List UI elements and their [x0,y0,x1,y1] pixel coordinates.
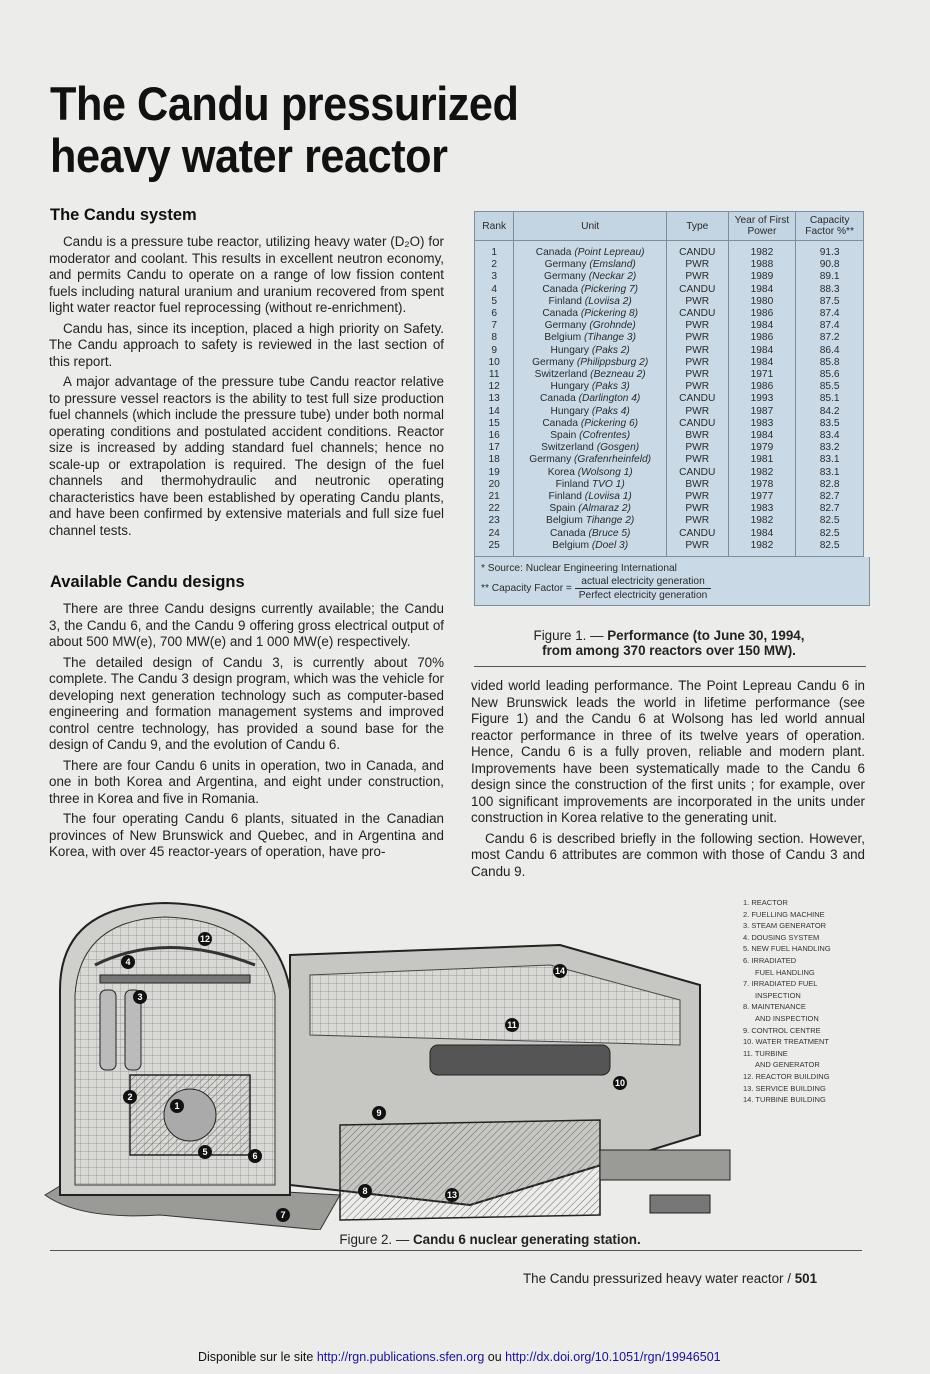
year-cell: 1983 [728,418,796,430]
unit-country: Finland [548,491,582,503]
unit-plant: (Bruce 5) [588,527,631,539]
unit-plant: (Paks 4) [591,405,630,417]
legend-item: 11. TURBINE [743,1048,788,1058]
table-row [475,332,864,344]
performance-table [474,211,864,557]
capacity-cell: 90.8 [796,259,864,271]
source-note: * Source: Nuclear Engineering International [481,563,677,575]
unit-plant: (Gosgen) [596,442,640,454]
legend-item: 1. REACTOR [743,898,788,907]
type-cell: CANDU [666,241,728,260]
legend-item: 6. IRRADIATED [743,955,797,965]
unit-cell [514,296,667,308]
unit-country: Spain [549,503,576,515]
legend-item: 10. WATER TREATMENT [743,1037,829,1047]
rank-cell: 15 [475,418,514,430]
candu-system-body [49,234,444,543]
title-line-2: heavy water reactor [50,129,448,182]
table-row [475,345,864,357]
table-row [475,296,864,308]
unit-plant: (Grafenrheinfeld) [574,454,652,466]
unit-cell [514,284,667,296]
unit-cell [514,259,667,271]
year-cell: 1989 [728,271,796,283]
table-row [475,528,864,540]
rank-cell: 17 [475,442,514,454]
unit-plant: TVO 1) [591,478,625,490]
figure-2-caption [300,1232,680,1247]
legend-item: 13. SERVICE BUILDING [743,1083,826,1093]
unit-country: Finland [548,295,582,307]
paragraph: Candu is a pressure tube reactor, utilizing heavy water (D₂O) for moderator and coolant. This results in excellent neutron economy, and permits Candu to operate on a range of low fission content fuels including natural uranium and uranium recovered from spent light water reactor fuel reprocessing (without re-enrichment). [49,234,444,315]
unit-cell [514,503,667,515]
unit-cell [514,332,667,344]
table-row [475,515,864,527]
heading-available-designs: Available Candu designs [50,573,245,591]
paragraph: The detailed design of Candu 3, is currently about 70% complete. The Candu 3 design program, which was the vehicle for developing next generation technology such as computer-based engineering and formation management systems and improved control centre technology, has provided a sound base for the design of Candu 9, and the evolution of Candu 6. [49,654,444,752]
unit-country: Hungary [550,344,590,356]
unit-country: Germany [544,320,587,332]
year-cell: 1986 [728,381,796,393]
capacity-cell: 82.8 [796,479,864,491]
type-cell: BWR [666,430,728,442]
unit-cell [514,540,667,557]
unit-country: Canada [549,527,586,539]
dousing-system [100,975,250,983]
type-cell: PWR [666,296,728,308]
year-cell: 1982 [728,241,796,260]
year-cell: 1986 [728,332,796,344]
legend-item: 3. STEAM GENERATOR [743,921,827,931]
rank-cell: 7 [475,320,514,332]
unit-country: Belgium [546,515,583,527]
unit-cell [514,241,667,260]
callout-number: 4 [125,957,131,967]
legend-item: 5. NEW FUEL HANDLING [743,944,831,954]
capacity-cell: 88.3 [796,284,864,296]
year-cell: 1982 [728,515,796,527]
table-row [475,320,864,332]
callout-number: 7 [280,1210,286,1220]
callout-number: 14 [554,966,566,976]
capacity-cell: 89.1 [796,271,864,283]
unit-country: Germany [529,454,572,466]
type-cell: CANDU [666,528,728,540]
rank-cell: 22 [475,503,514,515]
year-cell: 1980 [728,296,796,308]
unit-plant: (Grohnde) [589,320,636,332]
col-rank-header: Rank [475,212,514,241]
capacity-cell: 85.6 [796,369,864,381]
paragraph: There are four Candu 6 units in operation, two in Canada, and one in both Korea and Argentina, and eight under construction, three in Korea and five in Romania. [49,757,444,806]
callout-number: 3 [137,992,143,1002]
cf-label: ** Capacity Factor = [481,583,572,595]
unit-cell [514,393,667,405]
unit-country: Belgium [544,332,582,344]
unit-plant: (Doel 3) [591,539,629,551]
rank-cell: 19 [475,467,514,479]
article-title [50,78,528,182]
steam-generator [100,990,116,1070]
type-cell: PWR [666,442,728,454]
rank-cell: 18 [475,454,514,466]
year-cell: 1982 [728,467,796,479]
legend-item: 7. IRRADIATED FUEL [743,979,818,989]
capacity-cell: 85.5 [796,381,864,393]
figure-1-title-2: from among 370 reactors over 150 MW). [542,643,796,658]
callout-number: 11 [507,1020,517,1030]
unit-cell [514,479,667,491]
type-cell: CANDU [666,467,728,479]
right-column-body [471,678,865,884]
unit-country: Hungary [550,381,590,393]
paragraph: There are three Candu designs currently available; the Candu 3, the Candu 6, and the Candu 9 offering gross electrical output of about 500 MW(e), 700 MW(e) and 1 000 MW(e) respectively. [49,601,444,649]
legend-item: AND GENERATOR [755,1060,820,1070]
type-cell: PWR [666,540,728,557]
col-capacity-header: Capacity Factor %** [796,212,864,241]
table-row [475,503,864,515]
type-cell: CANDU [666,284,728,296]
unit-cell [514,430,667,442]
unit-country: Spain [550,430,577,442]
table-row [475,406,864,418]
available-designs-body [49,601,444,865]
unit-cell [514,308,667,320]
year-cell: 1984 [728,284,796,296]
capacity-cell: 87.2 [796,332,864,344]
unit-country: Finland [555,478,590,490]
unit-cell [514,454,667,466]
type-cell: PWR [666,357,728,369]
legend-item: 2. FUELLING MACHINE [743,909,825,919]
capacity-cell: 82.7 [796,491,864,503]
capacity-cell: 83.5 [796,418,864,430]
performance-table-panel [474,211,870,606]
availability-prefix: Disponible sur le site [198,1350,314,1364]
capacity-cell: 91.3 [796,241,864,260]
unit-country: Canada [540,393,576,405]
unit-plant: (Paks 3) [591,381,630,393]
callout-number: 6 [252,1151,258,1161]
capacity-cell: 83.1 [796,454,864,466]
rank-cell: 8 [475,332,514,344]
paragraph: Candu 6 is described briefly in the following section. However, most Candu 6 attributes are common with those of Candu 3 and Candu 9. [471,830,865,879]
legend-item: FUEL HANDLING [755,967,815,977]
availability-line [198,1350,721,1364]
type-cell: PWR [666,454,728,466]
rank-cell: 10 [475,357,514,369]
capacity-cell: 85.8 [796,357,864,369]
unit-cell [514,369,667,381]
unit-plant: (Loviisa 2) [584,295,632,307]
cf-denominator: Perfect electricity generation [578,590,708,602]
unit-plant: (Emsland) [589,259,636,271]
year-cell: 1984 [728,430,796,442]
type-cell: PWR [666,381,728,393]
unit-cell [514,406,667,418]
unit-country: Canada [542,308,578,320]
paragraph: Candu has, since its inception, placed a high priority on Safety. The Candu approach to safety is reviewed in the last section of this report. [49,320,444,369]
figure-1-caption [474,628,864,658]
capacity-cell: 85.1 [796,393,864,405]
capacity-cell: 83.2 [796,442,864,454]
year-cell: 1987 [728,406,796,418]
water-treatment [600,1150,730,1180]
heading-candu-system: The Candu system [50,206,197,224]
year-cell: 1971 [728,369,796,381]
callout-number: 13 [446,1190,458,1200]
rank-cell: 11 [475,369,514,381]
callout-number: 12 [199,934,211,944]
type-cell: PWR [666,369,728,381]
rank-cell: 2 [475,259,514,271]
unit-plant: (Loviisa 1) [584,491,632,503]
year-cell: 1984 [728,357,796,369]
year-cell: 1981 [728,454,796,466]
year-cell: 1986 [728,308,796,320]
callout-number: 9 [376,1108,382,1118]
capacity-cell: 87.4 [796,308,864,320]
unit-country: Germany [544,271,586,283]
type-cell: PWR [666,515,728,527]
table-row [475,491,864,503]
unit-plant: (Bezneau 2) [590,369,646,381]
paragraph: The four operating Candu 6 plants, situated in the Canadian provinces of New Brunswick and Quebec, and in Argentina and Korea, with over 45 reactor-years of operation, have pro- [49,811,444,859]
col-year-header: Year of First Power [728,212,796,241]
unit-cell [514,515,667,527]
capacity-cell: 82.5 [796,528,864,540]
table-row [475,393,864,405]
table-notes [474,557,870,606]
rank-cell: 21 [475,491,514,503]
capacity-cell: 87.5 [796,296,864,308]
capacity-cell: 84.2 [796,406,864,418]
callout-number: 1 [174,1101,180,1111]
legend-item: 4. DOUSING SYSTEM [743,932,820,942]
unit-plant: (Darlington 4) [578,393,641,405]
legend-item: 9. CONTROL CENTRE [743,1025,821,1035]
paragraph: vided world leading performance. The Point Lepreau Candu 6 in New Brunswick leads the world in lifetime performance (see Figure 1) and the Candu 6 at Wolsong has led world annual reactor performance in three of its twelve years of operation. Hence, Candu 6 is a fully proven, reliable and modern plant. Improvements have been systematically made to the Candu 6 design since the construction of the first units ; for example, over 100 significant improvements are incorporated in the units under construction in Korea relative to the generating unit. [471,678,865,825]
callout-number: 5 [202,1147,208,1157]
year-cell: 1984 [728,345,796,357]
capacity-cell: 86.4 [796,345,864,357]
doi-link[interactable]: http://dx.doi.org/10.1051/rgn/19946501 [505,1350,721,1364]
table-row [475,357,864,369]
figure-2-prefix: Figure 2. — [339,1232,413,1247]
rank-cell: 25 [475,540,514,557]
type-cell: PWR [666,271,728,283]
unit-plant: (Wolsong 1) [577,466,633,478]
year-cell: 1993 [728,393,796,405]
rank-cell: 14 [475,406,514,418]
unit-country: Canada [542,417,578,429]
unit-plant: (Pickering 6) [580,417,639,429]
type-cell: CANDU [666,308,728,320]
unit-cell [514,381,667,393]
year-cell: 1984 [728,528,796,540]
turbine-generator [430,1045,610,1075]
unit-country: Germany [544,259,587,271]
legend-item: AND INSPECTION [755,1013,819,1023]
cf-fraction [575,576,712,601]
callout-number: 10 [614,1078,626,1088]
divider [474,666,866,667]
unit-plant: (Pickering 8) [580,308,639,320]
year-cell: 1988 [728,259,796,271]
unit-cell [514,345,667,357]
type-cell: CANDU [666,418,728,430]
unit-country: Hungary [550,405,590,417]
unit-plant: (Cofrentes) [579,430,631,442]
legend-item: INSPECTION [755,990,801,1000]
type-cell: PWR [666,259,728,271]
unit-plant: (Tihange 3) [583,332,636,344]
legend-item: 14. TURBINE BUILDING [743,1095,826,1105]
divider [50,1250,862,1251]
table-row [475,369,864,381]
candu-station-illustration [40,895,740,1230]
table-row [475,241,864,260]
rank-cell: 1 [475,241,514,260]
unit-cell [514,320,667,332]
unit-plant: Tihange 2) [585,515,635,527]
year-cell: 1983 [728,503,796,515]
rank-cell: 24 [475,528,514,540]
unit-cell [514,491,667,503]
rank-cell: 13 [475,393,514,405]
table-body [475,241,864,557]
unit-country: Canada [542,283,578,295]
callout-number: 2 [127,1092,133,1102]
year-cell: 1977 [728,491,796,503]
col-type-header: Type [666,212,728,241]
rank-cell: 12 [475,381,514,393]
unit-plant: (Philippsburg 2) [576,356,649,368]
running-title: The Candu pressurized heavy water reactor / [523,1271,791,1286]
rank-cell: 6 [475,308,514,320]
table-row [475,259,864,271]
figure-1-prefix: Figure 1. — [533,628,608,643]
availability-middle: ou [487,1350,502,1364]
rank-cell: 9 [475,345,514,357]
cf-numerator: actual electricity generation [575,576,712,589]
rank-cell: 23 [475,515,514,527]
capacity-cell: 82.5 [796,540,864,557]
unit-country: Germany [532,356,575,368]
year-cell: 1984 [728,320,796,332]
unit-cell [514,418,667,430]
table-row [475,454,864,466]
page-number: 501 [794,1271,818,1286]
truck [650,1195,710,1213]
capacity-cell: 87.4 [796,320,864,332]
type-cell: CANDU [666,393,728,405]
publisher-link[interactable]: http://rgn.publications.sfen.org [316,1350,485,1364]
type-cell: PWR [666,345,728,357]
figure-2-title: Candu 6 nuclear generating station. [413,1232,641,1247]
unit-country: Switzerland [534,369,588,381]
table-row [475,479,864,491]
unit-country: Belgium [552,539,590,551]
capacity-cell: 82.7 [796,503,864,515]
unit-cell [514,357,667,369]
unit-cell [514,442,667,454]
unit-cell [514,467,667,479]
rank-cell: 4 [475,284,514,296]
legend-item: 12. REACTOR BUILDING [743,1071,830,1081]
unit-country: Canada [535,247,572,258]
title-line-1: The Candu pressurized [50,77,519,130]
type-cell: PWR [666,320,728,332]
year-cell: 1978 [728,479,796,491]
type-cell: PWR [666,406,728,418]
unit-cell [514,528,667,540]
calandria [164,1089,216,1141]
unit-cell [514,271,667,283]
capacity-cell: 83.1 [796,467,864,479]
callout-number: 8 [362,1186,368,1196]
rank-cell: 16 [475,430,514,442]
rank-cell: 3 [475,271,514,283]
unit-country: Korea [547,466,575,478]
table-row [475,442,864,454]
table-row [475,540,864,557]
table-row [475,467,864,479]
capacity-cell: 83.4 [796,430,864,442]
unit-plant: (Point Lepreau) [574,247,645,258]
unit-plant: (Neckar 2) [588,271,637,283]
table-row [475,308,864,320]
unit-plant: (Pickering 7) [580,283,639,295]
rank-cell: 5 [475,296,514,308]
type-cell: PWR [666,491,728,503]
service-building [340,1120,600,1220]
legend-item: 8. MAINTENANCE [743,1002,806,1012]
rank-cell: 20 [475,479,514,491]
unit-country: Switzerland [541,442,594,454]
running-footer [523,1271,817,1286]
type-cell: PWR [666,332,728,344]
table-row [475,418,864,430]
year-cell: 1979 [728,442,796,454]
year-cell: 1982 [728,540,796,557]
figure-1-title-1: Performance (to June 30, 1994, [607,628,805,643]
unit-plant: (Paks 2) [591,344,630,356]
type-cell: PWR [666,503,728,515]
table-row [475,284,864,296]
capacity-factor-definition [481,576,869,601]
type-cell: BWR [666,479,728,491]
paragraph: A major advantage of the pressure tube Candu reactor relative to pressure vessel reactors is the ability to test full size production fuel channels (which include the pressure tube) under both normal operating conditions and postulated accident conditions. Reactor size is increased by adding standard fuel channels; hence no scale-up or extrapolation is required. The design of the fuel channels and thermohydraulic and neutronic operating characteristics have been established by operating Candu plants, and have been confirmed by extensive materials and full size fuel channel tests. [49,374,444,538]
table-row [475,430,864,442]
table-row [475,271,864,283]
table-row [475,381,864,393]
unit-plant: (Almaraz 2) [578,503,631,515]
table-header-row [475,212,864,241]
col-unit-header: Unit [514,212,667,241]
figure-2-legend [743,897,831,1106]
capacity-cell: 82.5 [796,515,864,527]
